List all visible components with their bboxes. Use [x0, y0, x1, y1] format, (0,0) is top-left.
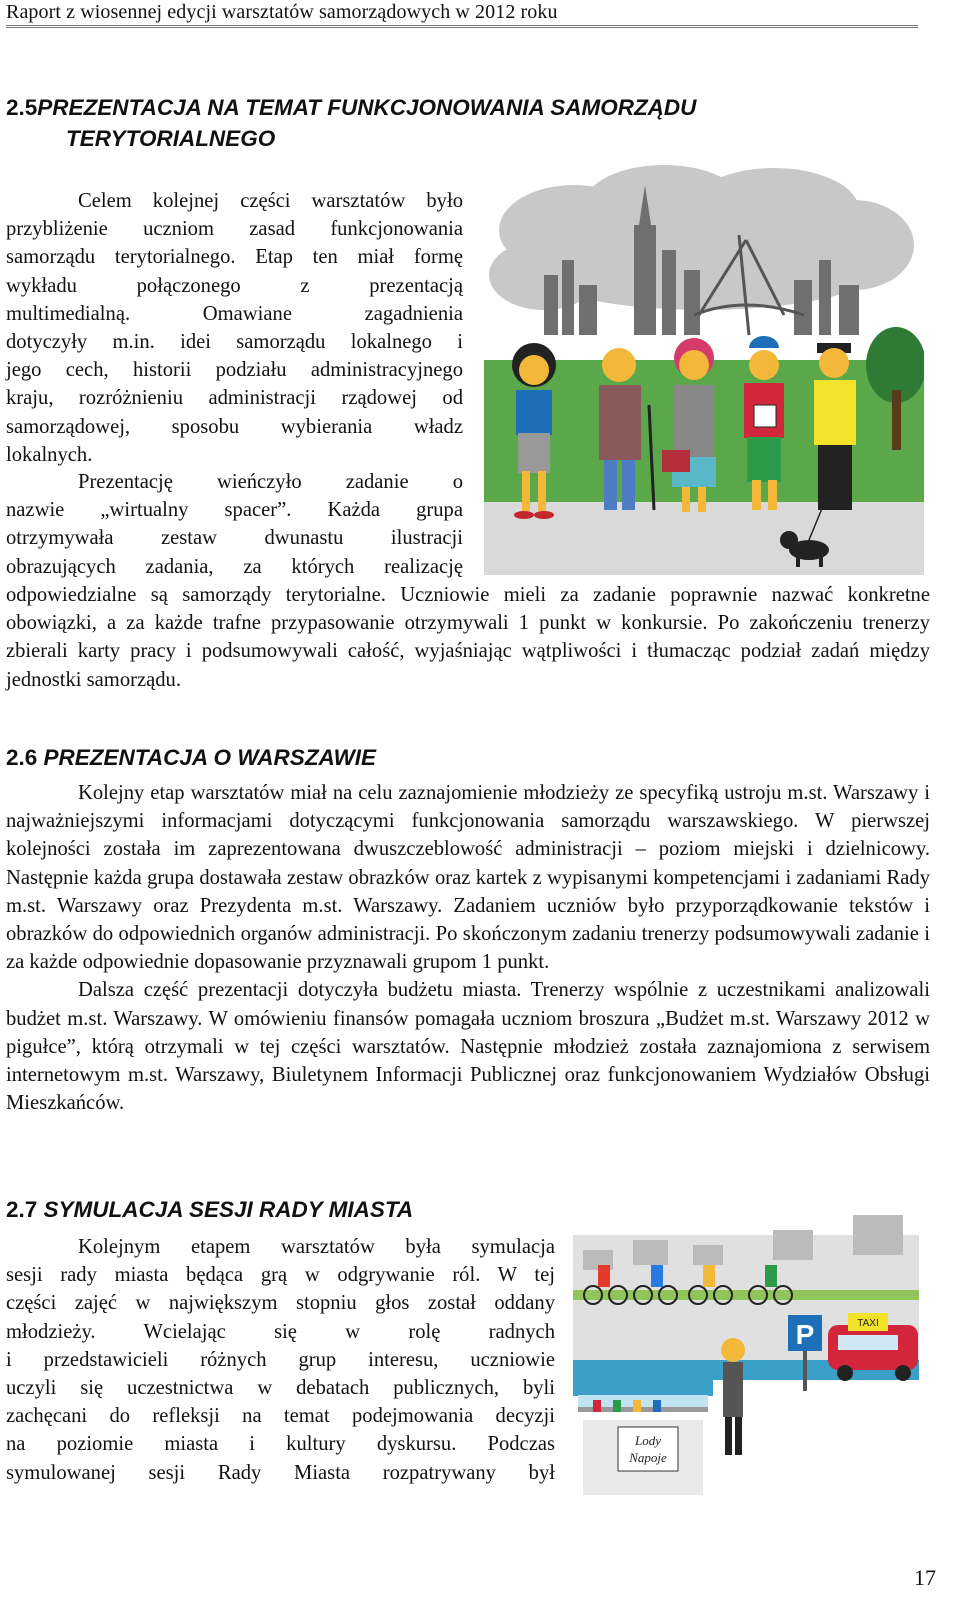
running-header: Raport z wiosennej edycji warsztatów samorządowych w 2012 roku: [6, 0, 918, 28]
paragraph-line: wykładu połączonego z prezentacją: [6, 274, 463, 297]
paragraph-line: przybliżenie uczniom zasad funkcjonowania: [6, 218, 463, 241]
section-title-line1: PREZENTACJA NA TEMAT FUNKCJONOWANIA SAMORZĄDU: [37, 95, 697, 120]
section-number: 2.5: [6, 95, 38, 120]
paragraph-line: części zajęć w największym stopniu głos został oddany: [6, 1292, 555, 1315]
paragraph-line: lokalnych.: [6, 443, 93, 466]
paragraph-line: samorządu terytorialnego. Etap ten miał formę: [6, 246, 463, 269]
paragraph-line: uczyli się uczestnictwa w debatach publicznych, byli: [6, 1377, 555, 1400]
section-number: 2.6: [6, 745, 38, 770]
tree-trunk: [892, 390, 901, 450]
paragraph-line: na poziomie miasta i kultury dyskursu. Podczas: [6, 1433, 555, 1456]
paragraph-line: multimedialną. Omawiane zagadnienia: [6, 302, 463, 325]
paragraph-line: otrzymywała zestaw dwunastu ilustracji: [6, 527, 463, 550]
paragraph-line: nazwie „wirtualny spacer”. Każda grupa: [6, 499, 463, 522]
paragraph-line: jego cech, historii podziału administracyjnego: [6, 359, 463, 382]
section-number: 2.7: [6, 1197, 38, 1222]
paragraph-line: Kolejnym etapem warsztatów była symulacja: [78, 1236, 555, 1258]
paragraph-line: dotyczyły m.in. idei samorządu lokalnego i: [6, 331, 463, 354]
parking-letter: P: [795, 1319, 815, 1350]
kiosk-sign-line1: Lody: [635, 1433, 661, 1448]
section-heading-2-6: [6, 745, 376, 771]
paragraph-2-6: [6, 779, 930, 1117]
paragraph-text: Dalsza część prezentacji dotyczyła budżetu miasta. Trenerzy wspólnie z uczestnikami analizowali budżet m.st. Warszawy. W omówieniu finansów pomagała uczniom broszura „Budżet m.st. Warszawy 2012 w pigułce”, którą otrzymali w tej części warsztatów. Następnie młodzież została zaznajomiona z serwisem internetowym m.st. Warszawy, Biuletynem Informacji Publicznej oraz funkcjonowaniem Wydziałów Obsługi Mieszkańców.: [6, 979, 930, 1115]
bike-path: [573, 1290, 919, 1300]
paragraph-line: Prezentację wieńczyło zadanie o: [78, 471, 463, 493]
kiosk-sign-line2: Napoje: [629, 1450, 667, 1465]
section-heading-2-5: [6, 92, 906, 154]
kiosk: [573, 1380, 713, 1495]
paragraph-line: zachęcani do refleksji na temat podejmowania decyzji: [6, 1405, 555, 1428]
section-title: SYMULACJA SESJI RADY MIASTA: [43, 1197, 414, 1222]
paragraph-line: młodzieży. Wcielając się w rolę radnych: [6, 1320, 555, 1343]
page-number: 17: [914, 1565, 936, 1590]
paragraph-2-5-full: [6, 581, 930, 694]
section-heading-2-7: [6, 1197, 413, 1223]
section-title-line2: TERYTORIALNEGO: [66, 126, 276, 151]
paragraph-2-5-a: [6, 187, 463, 469]
illustration-city-residents: [484, 165, 924, 575]
paragraph-line: Celem kolejnej części warsztatów było: [78, 190, 463, 212]
paragraph-line: i przedstawicieli różnych grup interesu, uczniowie: [6, 1348, 555, 1371]
taxi-label: TAXI: [857, 1318, 879, 1329]
paragraph-text: Kolejny etap warsztatów miał na celu zaznajomienie młodzieży ze specyfiką ustroju m.st. Warszawy i najważniejszymi informacjami dotyczącymi funkcjonowania samorządu warszawskiego. W pierwszej kolejności została im zaprezentowana dwuszczeblowość administracji – poziom miejski i dzielnicowy. Następnie każda grupa dostawała zestaw obrazków oraz kartek z wypisanymi kompetencjami i zadaniami Rady m.st. Warszawy oraz Prezydenta m.st. Warszawy. Zadaniem uczniów było przyporządkowanie tekstów i obrazków do odpowiednich organów administracji. Po skończonym zadaniu trenerzy podsumowywali zadanie i za każde odpowiednie dopasowanie przyznawali grupom 1 punkt.: [6, 782, 930, 974]
paragraph-2-5-b: [6, 468, 463, 581]
paragraph-line: symulowanej sesji Rady Miasta rozpatrywany był: [6, 1461, 555, 1484]
paragraph-line: kraju, rozróżnieniu administracji rządowej od: [6, 387, 463, 410]
paragraph-line: obrazujących zadania, za których realizację: [6, 555, 463, 578]
paragraph-line: sesji rady miasta będąca grą w odgrywanie ról. W tej: [6, 1264, 555, 1287]
paragraph-text: odpowiedzialne są samorządy terytorialne. Uczniowie mieli za zadanie poprawnie nazwać konkretne obowiązki, a za każde trafne przypasowanie otrzymywali 1 punkt w konkursie. Po zakończeniu trenerzy zbierali karty pracy i podsumowywali całość, wyjaśniając wątpliwości i tłumacząc podział zadań między jednostki samorządu.: [6, 584, 930, 691]
section-title: PREZENTACJA O WARSZAWIE: [43, 745, 377, 770]
paragraph-line: samorządowej, sposobu wybierania władz: [6, 415, 463, 438]
paragraph-2-7: [6, 1233, 555, 1487]
illustration-street-scene: [573, 1195, 919, 1495]
